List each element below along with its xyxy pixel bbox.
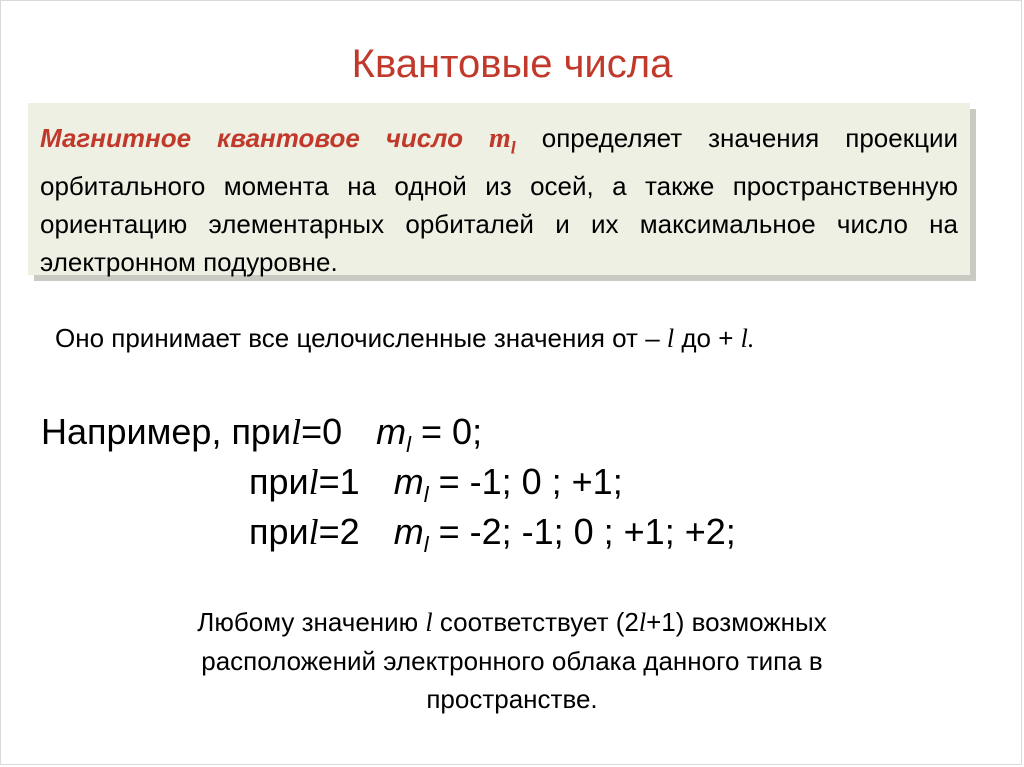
example-ml xyxy=(376,410,482,467)
example-ml xyxy=(394,460,623,517)
range-statement xyxy=(55,321,754,356)
example-row-2 xyxy=(249,460,623,517)
ml-symbol-sub: l xyxy=(510,137,516,158)
example-ml-value: = -2; -1; 0 ; +1; +2; xyxy=(428,511,736,552)
ml-symbol-base: m xyxy=(376,411,407,452)
example-row-1 xyxy=(41,410,482,467)
example-pri: при xyxy=(249,511,309,552)
note-var2: l xyxy=(638,608,647,637)
range-prefix: Оно принимает все целочисленные значения от – xyxy=(55,323,667,353)
example-row-3 xyxy=(249,510,736,567)
ml-symbol-sub: l xyxy=(406,432,412,458)
example-l-var: l xyxy=(308,462,319,502)
example-pri: при xyxy=(249,461,309,502)
note-var1: l xyxy=(425,608,433,637)
ml-symbol-sub: l xyxy=(423,482,429,508)
ml-symbol xyxy=(488,123,516,158)
ml-symbol-base: m xyxy=(393,461,424,502)
ml-symbol xyxy=(376,411,412,458)
example-ml-value: = 0; xyxy=(411,411,483,452)
ml-symbol xyxy=(393,511,429,558)
definition-term: Магнитное квантовое число xyxy=(40,123,463,153)
example-l-value: =1 xyxy=(318,461,360,502)
ml-symbol xyxy=(393,461,429,508)
example-ml xyxy=(394,510,736,567)
note-line2: расположений электронного облака данного типа в xyxy=(201,646,823,676)
range-middle: до + xyxy=(674,323,741,353)
example-l-var: l xyxy=(291,412,302,452)
ml-symbol-base: m xyxy=(393,511,424,552)
range-var-min: l xyxy=(666,324,675,353)
definition-body: определяет значения проекции орбитального момента на одной из осей, а также пространственную ориентацию элементарных орбиталей и их максимальное число на электронном подуровне. xyxy=(40,123,959,277)
note-part2: соответствует (2 xyxy=(432,607,639,637)
example-l-value: =2 xyxy=(318,511,360,552)
ml-symbol-sub: l xyxy=(423,532,429,558)
definition-box xyxy=(28,103,970,275)
example-l-var: l xyxy=(308,512,319,552)
ml-symbol-base: m xyxy=(488,123,511,154)
note-part1: Любому значению xyxy=(197,607,426,637)
note-part3: +1) возможных xyxy=(646,607,827,637)
definition-text xyxy=(40,119,958,281)
example-l-value: =0 xyxy=(301,411,343,452)
slide-title: Квантовые числа xyxy=(351,42,673,86)
range-var-max: l. xyxy=(740,324,755,353)
example-ml-value: = -1; 0 ; +1; xyxy=(428,461,623,502)
note-line3: пространстве. xyxy=(426,684,598,714)
example-intro: Например, при xyxy=(41,411,292,452)
note-paragraph xyxy=(0,603,1024,718)
